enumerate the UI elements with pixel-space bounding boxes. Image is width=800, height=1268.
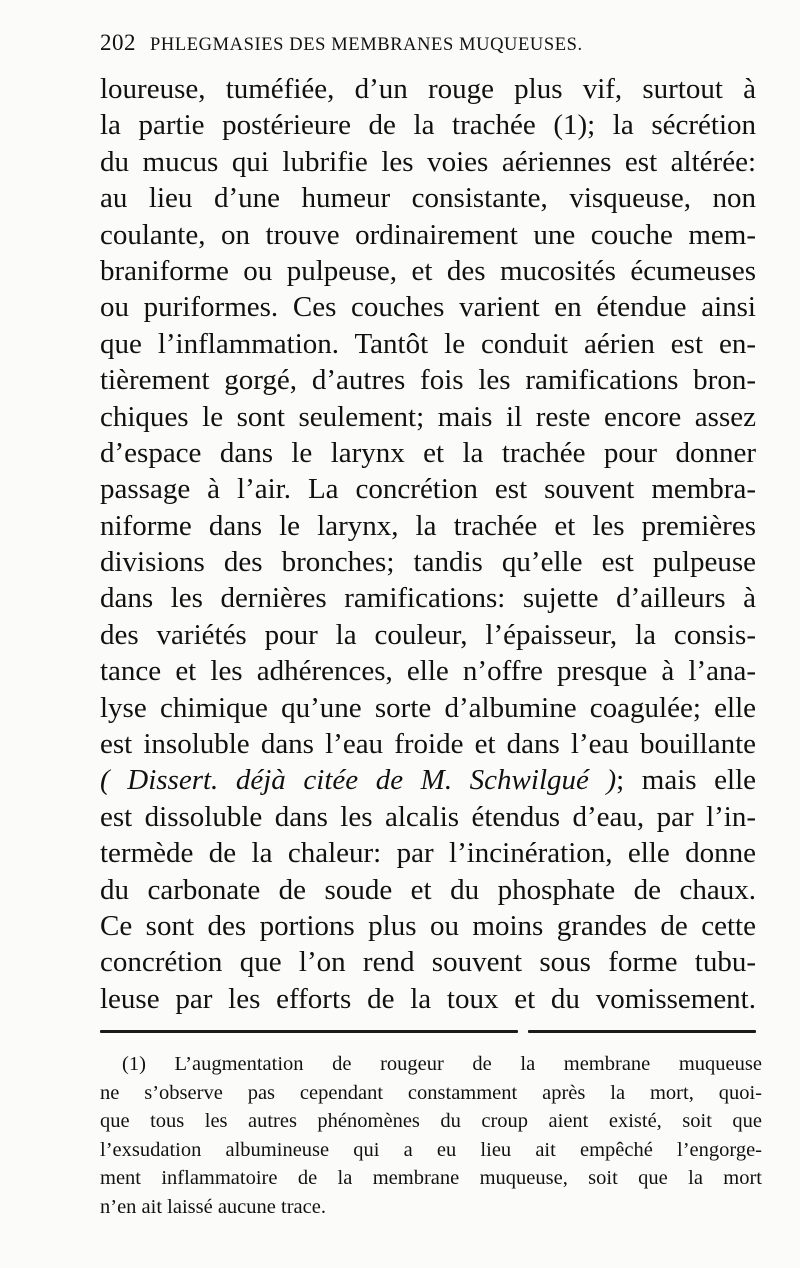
footnote-line: l’exsudation albumineuse qui a eu lieu ait empêché l’engorge- bbox=[100, 1138, 762, 1161]
footnote-line: n’en ait laissé aucune trace. bbox=[100, 1195, 326, 1218]
text-line: d’espace dans le larynx et la trachée pour donner bbox=[100, 436, 756, 469]
text-line: du mucus qui lubrifie les voies aériennes est altérée: bbox=[100, 145, 756, 178]
text-line: coulante, on trouve ordinairement une couche mem- bbox=[100, 218, 756, 251]
running-title: PHLEGMASIES DES MEMBRANES MUQUEUSES. bbox=[150, 35, 583, 55]
text-line: termède de la chaleur: par l’incinération, elle donne bbox=[100, 837, 756, 870]
page-number: 202 bbox=[100, 30, 136, 55]
separator-rule-right bbox=[528, 1030, 756, 1033]
text-line: passage à l’air. La concrétion est souvent membra- bbox=[100, 473, 756, 506]
footnote-line: ne s’observe pas cependant constamment après la mort, quoi- bbox=[100, 1081, 762, 1104]
footnote bbox=[100, 1050, 762, 1222]
text-line: dans les dernières ramifications: sujette d’ailleurs à bbox=[100, 582, 756, 615]
text-line: ou puriformes. Ces couches varient en étendue ainsi bbox=[100, 291, 756, 324]
text-line: concrétion que l’on rend souvent sous forme tubu- bbox=[100, 946, 756, 979]
text-line: des variétés pour la couleur, l’épaisseur, la consis- bbox=[100, 618, 756, 651]
text-line: lyse chimique qu’une sorte d’albumine coagulée; elle bbox=[100, 691, 756, 724]
page-header bbox=[100, 30, 760, 64]
footnote-line: ment inflammatoire de la membrane muqueuse, soit que la mort bbox=[100, 1167, 762, 1190]
text-line: est insoluble dans l’eau froide et dans l’eau bouillante bbox=[100, 728, 756, 761]
text-line: loureuse, tuméfiée, d’un rouge plus vif, surtout à bbox=[100, 73, 756, 105]
text-line: Ce sont des portions plus ou moins grandes de cette bbox=[100, 909, 756, 942]
footnote-line: (1) L’augmentation de rougeur de la membrane muqueuse bbox=[122, 1053, 762, 1075]
text-line: du carbonate de soude et du phosphate de chaux. bbox=[100, 873, 756, 906]
text-line: que l’inflammation. Tantôt le conduit aérien est en- bbox=[100, 327, 756, 360]
text-line: niforme dans le larynx, la trachée et les premières bbox=[100, 509, 756, 542]
footnote-separator bbox=[100, 1030, 756, 1034]
footnote-line: que tous les autres phénomènes du croup aient existé, soit que bbox=[100, 1110, 762, 1133]
text-line: la partie postérieure de la trachée (1); la sécrétion bbox=[100, 109, 756, 142]
text-line-citation bbox=[100, 762, 756, 798]
text-line: tance et les adhérences, elle n’offre presque à l’ana- bbox=[100, 655, 756, 688]
text-line: divisions des bronches; tandis qu’elle est pulpeuse bbox=[100, 546, 756, 579]
text-line: est dissoluble dans les alcalis étendus d’eau, par l’in- bbox=[100, 800, 756, 833]
citation-rest: ; mais elle bbox=[616, 764, 756, 797]
text-line: tièrement gorgé, d’autres fois les ramifications bron- bbox=[100, 364, 756, 397]
text-line: leuse par les efforts de la toux et du vomissement. bbox=[100, 982, 756, 1015]
separator-rule-left bbox=[100, 1030, 518, 1033]
text-line: chiques le sont seulement; mais il reste encore assez bbox=[100, 400, 756, 433]
main-text bbox=[100, 71, 756, 1017]
text-line: braniforme ou pulpeuse, et des mucosités écumeuses bbox=[100, 254, 756, 287]
text-line: au lieu d’une humeur consistante, visqueuse, non bbox=[100, 182, 756, 215]
citation-italic: ( Dissert. déjà citée de M. Schwilgué ) bbox=[100, 764, 617, 797]
